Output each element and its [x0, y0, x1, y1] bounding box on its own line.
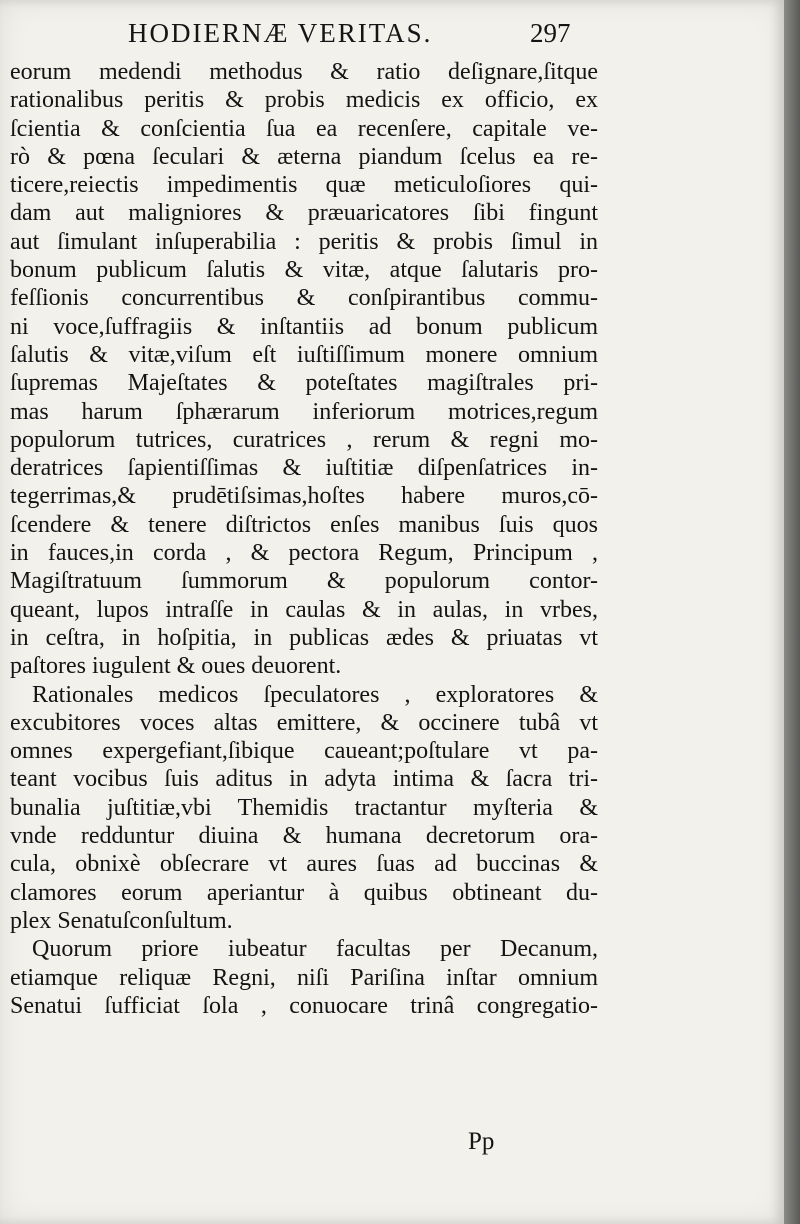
text-line: aut ſimulant inſuperabilia : peritis & probis ſimul in	[10, 228, 598, 255]
text-line: omnes expergefiant,ſibique caueant;poſtulare vt pa-	[10, 738, 598, 765]
text-line: ſcientia & conſcientia ſua ea recenſere, capitale ve-	[10, 115, 598, 142]
text-line: Magiſtratuum ſummorum & populorum contor-	[10, 568, 598, 595]
text-line: in fauces,in corda , & pectora Regum, Principum ,	[10, 540, 598, 567]
text-line: etiamque reliquæ Regni, niſi Pariſina inſtar omnium	[10, 964, 598, 991]
text-line: deratrices ſapientiſſimas & iuſtitiæ diſpenſatrices in-	[10, 455, 598, 482]
paragraph-first-line: Quorum priore iubeatur facultas per Decanum,	[32, 936, 598, 963]
text-line: populorum tutrices, curatrices , rerum & regni mo-	[10, 426, 598, 453]
catchword: Pp	[468, 1128, 495, 1155]
text-line: ſupremas Majeſtates & poteſtates magiſtrales pri-	[10, 370, 598, 397]
text-line: paſtores iugulent & oues deuorent.	[10, 653, 342, 680]
text-line: ticere,reiectis impedimentis quæ meticuloſiores qui-	[10, 172, 598, 199]
text-line: tegerrimas,& prudētiſsimas,hoſtes habere muros,cō-	[10, 483, 598, 510]
paragraph-first-line: Rationales medicos ſpeculatores , exploratores &	[32, 681, 598, 708]
text-line: queant, lupos intraſſe in caulas & in aulas, in vrbes,	[10, 596, 598, 623]
text-line: bunalia juſtitiæ,vbi Themidis tractantur myſteria &	[10, 794, 598, 821]
text-line: excubitores voces altas emittere, & occinere tubâ vt	[10, 709, 598, 736]
text-line: vnde redduntur diuina & humana decretorum ora-	[10, 823, 598, 850]
text-line: feſſionis concurrentibus & conſpirantibus commu-	[10, 285, 598, 312]
text-line: dam aut maligniores & præuaricatores ſibi fingunt	[10, 200, 598, 227]
text-line: cula, obnixè obſecrare vt aures ſuas ad buccinas &	[10, 851, 598, 878]
page-header	[0, 18, 784, 58]
page-edge	[784, 0, 800, 1224]
text-line: teant vocibus ſuis aditus in adyta intima & ſacra tri-	[10, 766, 598, 793]
text-line: ni voce,ſuffragiis & inſtantiis ad bonum publicum	[10, 313, 598, 340]
text-line: clamores eorum aperiantur à quibus obtineant du-	[10, 879, 598, 906]
page-number: 297	[530, 18, 571, 48]
text-line: Senatui ſufficiat ſola , conuocare trinâ congregatio-	[10, 992, 598, 1019]
text-line: ſcendere & tenere diſtrictos enſes manibus ſuis quos	[10, 511, 598, 538]
text-line: eorum medendi methodus & ratio deſignare,ſitque	[10, 59, 598, 85]
body-text	[10, 58, 598, 1020]
text-line: rationalibus peritis & probis medicis ex officio, ex	[10, 87, 598, 114]
text-line: ſalutis & vitæ,viſum eſt iuſtiſſimum monere omnium	[10, 341, 598, 368]
text-line: in ceſtra, in hoſpitia, in publicas ædes & priuatas vt	[10, 624, 598, 651]
text-line: plex Senatuſconſultum.	[10, 907, 233, 934]
text-line: rò & pœna ſeculari & æterna piandum ſcelus ea re-	[10, 143, 598, 170]
text-line: bonum publicum ſalutis & vitæ, atque ſalutaris pro-	[10, 257, 598, 284]
text-line: mas harum ſphærarum inferiorum motrices,regum	[10, 398, 598, 425]
running-head: HODIERNÆ VERITAS.	[128, 18, 433, 48]
